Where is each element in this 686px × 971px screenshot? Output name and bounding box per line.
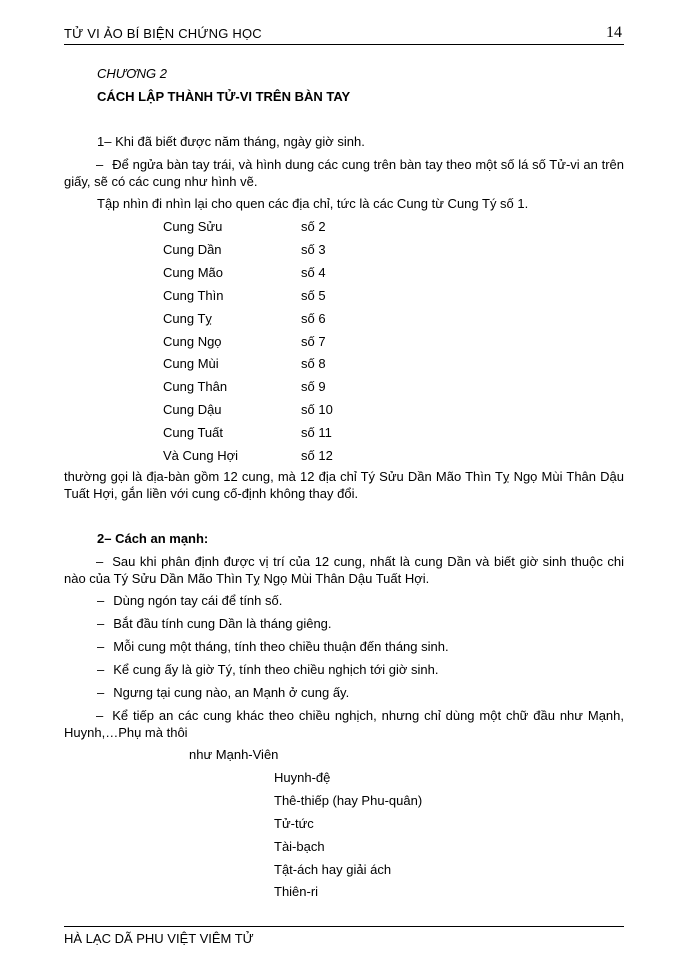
chapter-label: CHƯƠNG 2 (97, 66, 167, 81)
bullet-text: Dùng ngón tay cái để tính số. (113, 593, 283, 608)
section1-heading: 1– Khi đã biết được năm tháng, ngày giờ sinh. (97, 134, 365, 149)
palace-item: Thê-thiếp (hay Phu-quân) (274, 793, 423, 808)
section2-para1-text: Sau khi phân định được vị trí của 12 cung, nhất là cung Dần và biết giờ sinh thuộc chi nào của Tý Sửu Dần Mão Thìn Tỵ Ngọ Mùi Thân Dậu Tuất Hợi. (64, 554, 624, 586)
cung-name: Cung Tuất (163, 425, 223, 440)
cung-name: Và Cung Hợi (163, 448, 239, 463)
bullet-item (97, 593, 282, 608)
cung-number: số 8 (301, 356, 326, 371)
dash-marker: – (96, 554, 104, 569)
cung-name: Cung Mùi (163, 356, 219, 371)
section2-para2 (64, 707, 624, 741)
cung-number: số 2 (301, 219, 326, 234)
dash-marker: – (96, 708, 104, 723)
cung-name: Cung Tỵ (163, 311, 212, 326)
bullet-item (97, 639, 449, 654)
cung-name: Cung Thân (163, 379, 228, 394)
page-number: 14 (606, 24, 622, 41)
bullet-item (97, 662, 438, 677)
palace-item: Tật-ách hay giải ách (274, 862, 392, 877)
cung-number: số 5 (301, 288, 326, 303)
bullet-text: Bắt đầu tính cung Dần là tháng giêng. (113, 616, 332, 631)
bullet-text: Kể cung ấy là giờ Tý, tính theo chiều nghịch tới giờ sinh. (113, 662, 439, 677)
dash-marker: – (96, 157, 104, 172)
cung-name: Cung Sửu (163, 219, 223, 234)
cung-number: số 4 (301, 265, 326, 280)
bullet-item (97, 616, 332, 631)
cung-number: số 9 (301, 379, 326, 394)
cung-name: Cung Mão (163, 265, 223, 280)
dash-marker: – (97, 685, 105, 700)
dash-marker: – (97, 593, 105, 608)
chapter-title: CÁCH LẬP THÀNH TỬ-VI TRÊN BÀN TAY (97, 89, 351, 104)
palace-item: Thiên-ri (274, 884, 319, 899)
page-header (64, 24, 624, 45)
nhu-label: như Mạnh-Viên (189, 747, 279, 762)
dash-marker: – (97, 639, 105, 654)
cung-name: Cung Dần (163, 242, 222, 257)
section1-para1 (64, 156, 624, 190)
bullet-text: Mỗi cung một tháng, tính theo chiều thuận đến tháng sinh. (113, 639, 449, 654)
bullet-text: Ngưng tại cung nào, an Mạnh ở cung ấy. (113, 685, 350, 700)
cung-number: số 10 (301, 402, 333, 417)
section1-para1-text: Để ngửa bàn tay trái, và hình dung các cung trên bàn tay theo một số lá số Tử-vi an trên giấy, sẽ có các cung như hình vẽ. (64, 157, 624, 189)
dash-marker: – (97, 616, 105, 631)
palace-item: Tài-bạch (274, 839, 325, 854)
cung-number: số 7 (301, 334, 326, 349)
cung-number: số 12 (301, 448, 333, 463)
section1-para2: Tập nhìn đi nhìn lại cho quen các địa chỉ, tức là các Cung từ Cung Tý số 1. (97, 196, 529, 211)
cung-number: số 11 (301, 425, 332, 440)
cung-name: Cung Thìn (163, 288, 224, 303)
section2-para1 (64, 553, 624, 587)
section1-para3: thường gọi là địa-bàn gồm 12 cung, mà 12 địa chỉ Tý Sửu Dần Mão Thìn Tỵ Ngọ Mùi Thân Dậu Tuất Hợi, gắn liền với cung cố-định không thay đổi. (64, 469, 624, 501)
cung-number: số 3 (301, 242, 326, 257)
palace-item: Huynh-đệ (274, 770, 331, 785)
bullet-item (97, 685, 349, 700)
dash-marker: – (97, 662, 105, 677)
header-title: TỬ VI ẢO BÍ BIỆN CHỨNG HỌC (64, 26, 262, 41)
page-footer (64, 926, 624, 946)
footer-text: HÀ LẠC DÃ PHU VIỆT VIÊM TỬ (64, 931, 254, 946)
palace-item: Tử-tức (274, 816, 314, 831)
cung-name: Cung Ngọ (163, 334, 222, 349)
section2-heading: 2– Cách an mạnh: (97, 531, 209, 546)
cung-name: Cung Dậu (163, 402, 222, 417)
cung-number: số 6 (301, 311, 326, 326)
section2-para2-text: Kể tiếp an các cung khác theo chiều nghịch, nhưng chỉ dùng một chữ đầu như Mạnh, Huynh,…Phụ mà thôi (64, 708, 624, 740)
